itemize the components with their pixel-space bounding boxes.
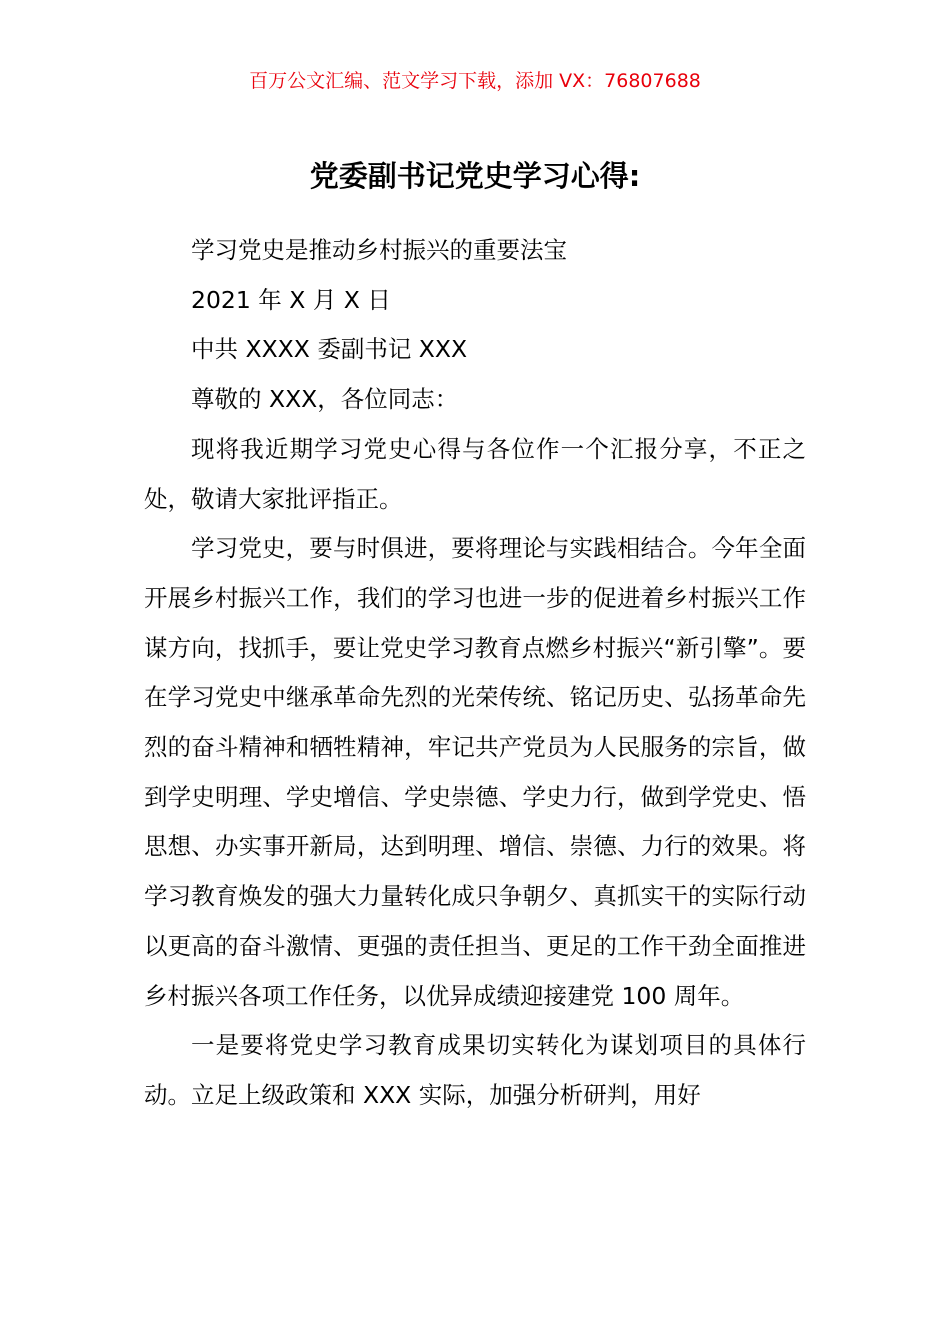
paragraph: 现将我近期学习党史心得与各位作一个汇报分享，不正之处，敬请大家批评指正。 [144,434,806,513]
document-subtitle: 学习党史是推动乡村振兴的重要法宝 [191,236,567,264]
paragraph: 学习党史，要与时俱进，要将理论与实践相结合。今年全面开展乡村振兴工作，我们的学习也进一步的促进着乡村振兴工作谋方向，找抓手，要让党史学习教育点燃乡村振兴“新引擎”。要在学习党史中继承革命先烈的光荣传统、铭记历史、弘扬革命先烈的奋斗精神和牺牲精神，牢记共产党员为人民服务的宗旨，做到学史明理、学史增信、学史崇德、学史力行，做到学党史、悟思想、办实事开新局，达到明理、增信、崇德、力行的效果。将学习教育焕发的强大力量转化成只争朝夕、真抓实干的实际行动以更高的奋斗激情、更强的责任担当、更足的工作干劲全面推进乡村振兴各项工作任务，以优异成绩迎接建党 100 周年。 [144,534,806,1010]
document-body [144,226,806,1121]
header-notice: 百万公文汇编、范文学习下载，添加 VX：76807688 [249,70,701,92]
document-salutation: 尊敬的 XXX，各位同志： [191,385,459,414]
document-date: 2021 年 X 月 X 日 [191,285,391,314]
paragraph: 一是要将党史学习教育成果切实转化为谋划项目的具体行动。立足上级政策和 XXX 实际，加强分析研判，用好 [144,1031,806,1109]
document-author: 中共 XXXX 委副书记 XXX [191,335,468,364]
page-title: 党委副书记党史学习心得: [309,159,641,193]
